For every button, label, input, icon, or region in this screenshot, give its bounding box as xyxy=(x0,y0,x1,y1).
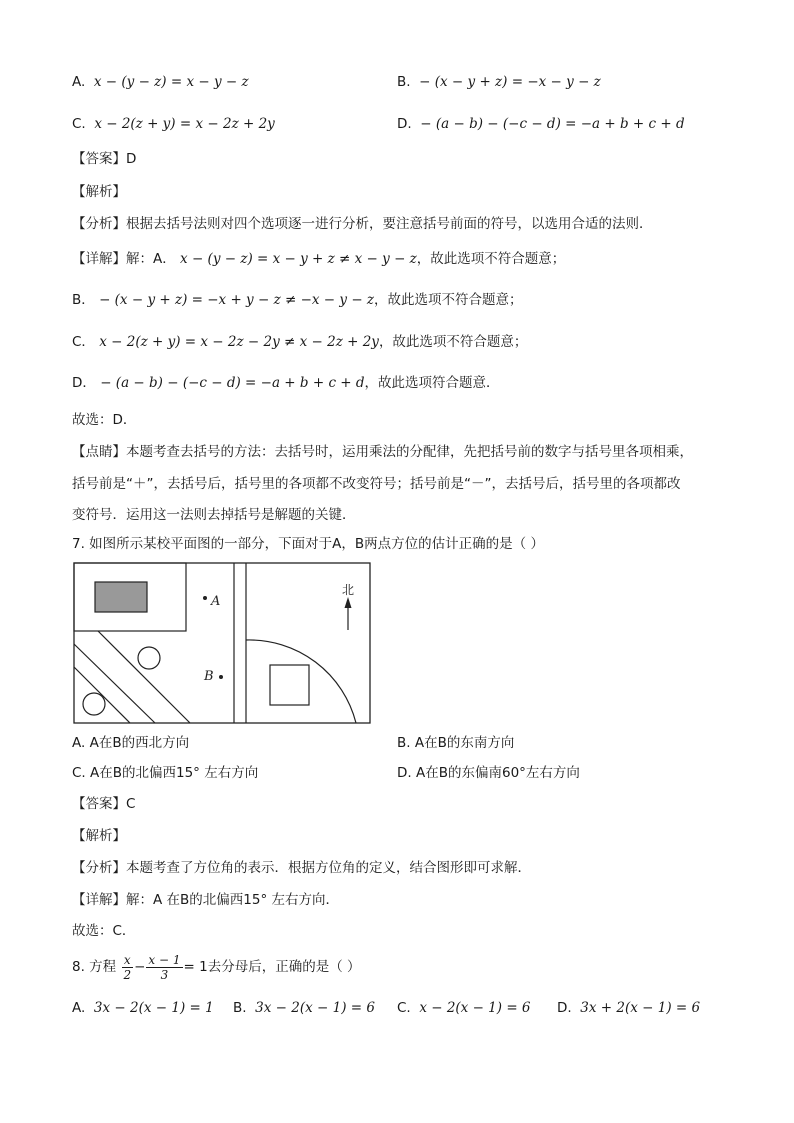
q8-option-c-expr: x − 2(x − 1) = 6 xyxy=(419,1000,531,1016)
q8-option-a-expr: 3x − 2(x − 1) = 1 xyxy=(93,1000,214,1016)
q7-answer-tag: 【答案】 xyxy=(72,796,126,812)
detail-d-suffix: ，故此选项符合题意． xyxy=(364,375,500,391)
answer-value: D xyxy=(126,151,137,167)
q7-detail xyxy=(72,890,339,910)
q8-option-c xyxy=(397,998,531,1018)
q8-stem-suffix: = 1去分母后，正确的是（ ） xyxy=(183,959,361,975)
detail-c-prefix: C． xyxy=(72,334,95,350)
q6-dianjing-3: 变符号．运用这一法则去掉括号是解题的关键． xyxy=(72,507,356,523)
detail-a-prefix: 解：A． xyxy=(126,251,176,267)
detail-tag: 【详解】 xyxy=(72,251,126,267)
q7-answer xyxy=(72,794,135,814)
q6-option-a xyxy=(72,72,249,92)
dianjing-tag: 【点睛】 xyxy=(72,444,126,460)
q7-option-d: D. A在B的东偏南60°左右方向 xyxy=(397,765,580,781)
q6-option-d xyxy=(397,114,685,134)
q8-option-d xyxy=(557,998,700,1018)
q6-option-c-label: C. xyxy=(72,116,86,132)
detail-c-expr: x − 2(z + y) = x − 2z − 2y ≠ x − 2z + 2y xyxy=(99,334,379,350)
north-label: 北 xyxy=(342,583,355,597)
q6-option-b-expr: − (x − y + z) = −x − y − z xyxy=(419,74,601,90)
point-a-label: A xyxy=(211,594,221,609)
point-a xyxy=(203,596,207,600)
q8-option-b xyxy=(233,998,375,1018)
tree-circle-2 xyxy=(83,693,105,715)
q6-option-d-expr: − (a − b) − (−c − d) = −a + b + c + d xyxy=(420,116,685,132)
q6-detail-a xyxy=(72,249,565,269)
point-b xyxy=(219,675,223,679)
q6-option-c-expr: x − 2(z + y) = x − 2z + 2y xyxy=(94,116,275,132)
q7-detail-text: 解：A 在B的北偏西15° 左右方向． xyxy=(126,892,340,908)
diagonal-road-line-2 xyxy=(74,667,130,723)
detail-d-expr: − (a − b) − (−c − d) = −a + b + c + d xyxy=(100,375,365,391)
point-b-label: B xyxy=(204,669,214,684)
q7-option-c: C. A在B的北偏西15° 左右方向 xyxy=(72,765,259,781)
detail-b-suffix: ，故此选项不符合题意； xyxy=(374,292,523,308)
school-plan-figure xyxy=(73,562,371,726)
detail-b-expr: − (x − y + z) = −x + y − z ≠ −x − y − z xyxy=(99,292,375,308)
detail-d-prefix: D． xyxy=(72,375,96,391)
dianjing-line1: 本题考查去括号的方法：去括号时，运用乘法的分配律，先把括号前的数字与括号里各项相乘， xyxy=(126,444,693,460)
q6-analysis-tag: 【解析】 xyxy=(72,184,126,200)
north-arrow-icon xyxy=(345,597,352,608)
q6-choose: 故选：D． xyxy=(72,412,137,428)
q6-dianjing-1 xyxy=(72,442,693,462)
q6-dianjing-2: 括号前是“＋”，去括号后，括号里的各项都不改变符号；括号前是“－”，去括号后，括号里的各项都改 xyxy=(72,476,681,492)
answer-tag: 【答案】 xyxy=(72,151,126,167)
q8-option-c-label: C. xyxy=(397,1000,411,1016)
detail-c-suffix: ，故此选项不符合题意； xyxy=(378,334,528,350)
q7-answer-value: C xyxy=(126,796,136,812)
q6-option-b-label: B. xyxy=(397,74,411,90)
q8-option-d-expr: 3x + 2(x − 1) = 6 xyxy=(580,1000,701,1016)
q8-stem-prefix: 8. 方程 xyxy=(72,959,117,975)
fenxi-text: 根据去括号法则对四个选项逐一进行分析，要注意括号前面的符号，以选用合适的法则． xyxy=(126,216,653,232)
q7-fenxi xyxy=(72,858,531,878)
diagonal-road-line-3 xyxy=(98,631,190,723)
q7-option-a: A. A在B的西北方向 xyxy=(72,735,190,751)
q6-option-b xyxy=(397,72,601,92)
q8-option-b-label: B. xyxy=(233,1000,247,1016)
q6-option-a-expr: x − (y − z) = x − y − z xyxy=(93,74,249,90)
detail-a-suffix: ，故此选项不符合题意； xyxy=(416,251,566,267)
q7-analysis-tag: 【解析】 xyxy=(72,828,126,844)
q8-frac1-den: 2 xyxy=(123,967,132,982)
q7-choose: 故选：C． xyxy=(72,923,136,939)
detail-a-expr: x − (y − z) = x − y + z ≠ x − y − z xyxy=(180,251,417,267)
q6-detail-d xyxy=(72,373,500,393)
q7-detail-tag: 【详解】 xyxy=(72,892,126,908)
building-roof xyxy=(95,582,147,612)
q8-option-d-label: D. xyxy=(557,1000,572,1016)
q6-option-a-label: A. xyxy=(72,74,86,90)
q8-option-a-label: A. xyxy=(72,1000,86,1016)
q8-frac2-den: 3 xyxy=(160,967,169,982)
q6-fenxi xyxy=(72,214,653,234)
q8-minus: − xyxy=(134,959,146,975)
q8-frac2-num: x − 1 xyxy=(148,952,181,967)
q7-fenxi-text: 本题考查了方位角的表示．根据方位角的定义，结合图形即可求解． xyxy=(126,860,531,876)
q8-option-b-expr: 3x − 2(x − 1) = 6 xyxy=(255,1000,375,1016)
q8-frac1-num: x xyxy=(123,952,131,967)
q8-fraction-1 xyxy=(121,953,133,982)
q7-fenxi-tag: 【分析】 xyxy=(72,860,126,876)
q8-fraction-2 xyxy=(146,953,182,982)
q6-detail-c xyxy=(72,332,527,352)
q8-stem xyxy=(72,950,361,984)
q7-stem: 7. 如图所示某校平面图的一部分，下面对于A，B两点方位的估计正确的是（ ） xyxy=(72,536,544,552)
q8-option-a xyxy=(72,998,214,1018)
q6-option-d-label: D. xyxy=(397,116,412,132)
field-arc xyxy=(246,640,356,723)
tree-circle-1 xyxy=(138,647,160,669)
q6-option-c xyxy=(72,114,275,134)
fenxi-tag: 【分析】 xyxy=(72,216,126,232)
detail-b-prefix: B． xyxy=(72,292,95,308)
q6-answer xyxy=(72,149,136,169)
q6-detail-b xyxy=(72,290,523,310)
q7-option-b: B. A在B的东南方向 xyxy=(397,735,515,751)
small-square xyxy=(270,665,309,705)
